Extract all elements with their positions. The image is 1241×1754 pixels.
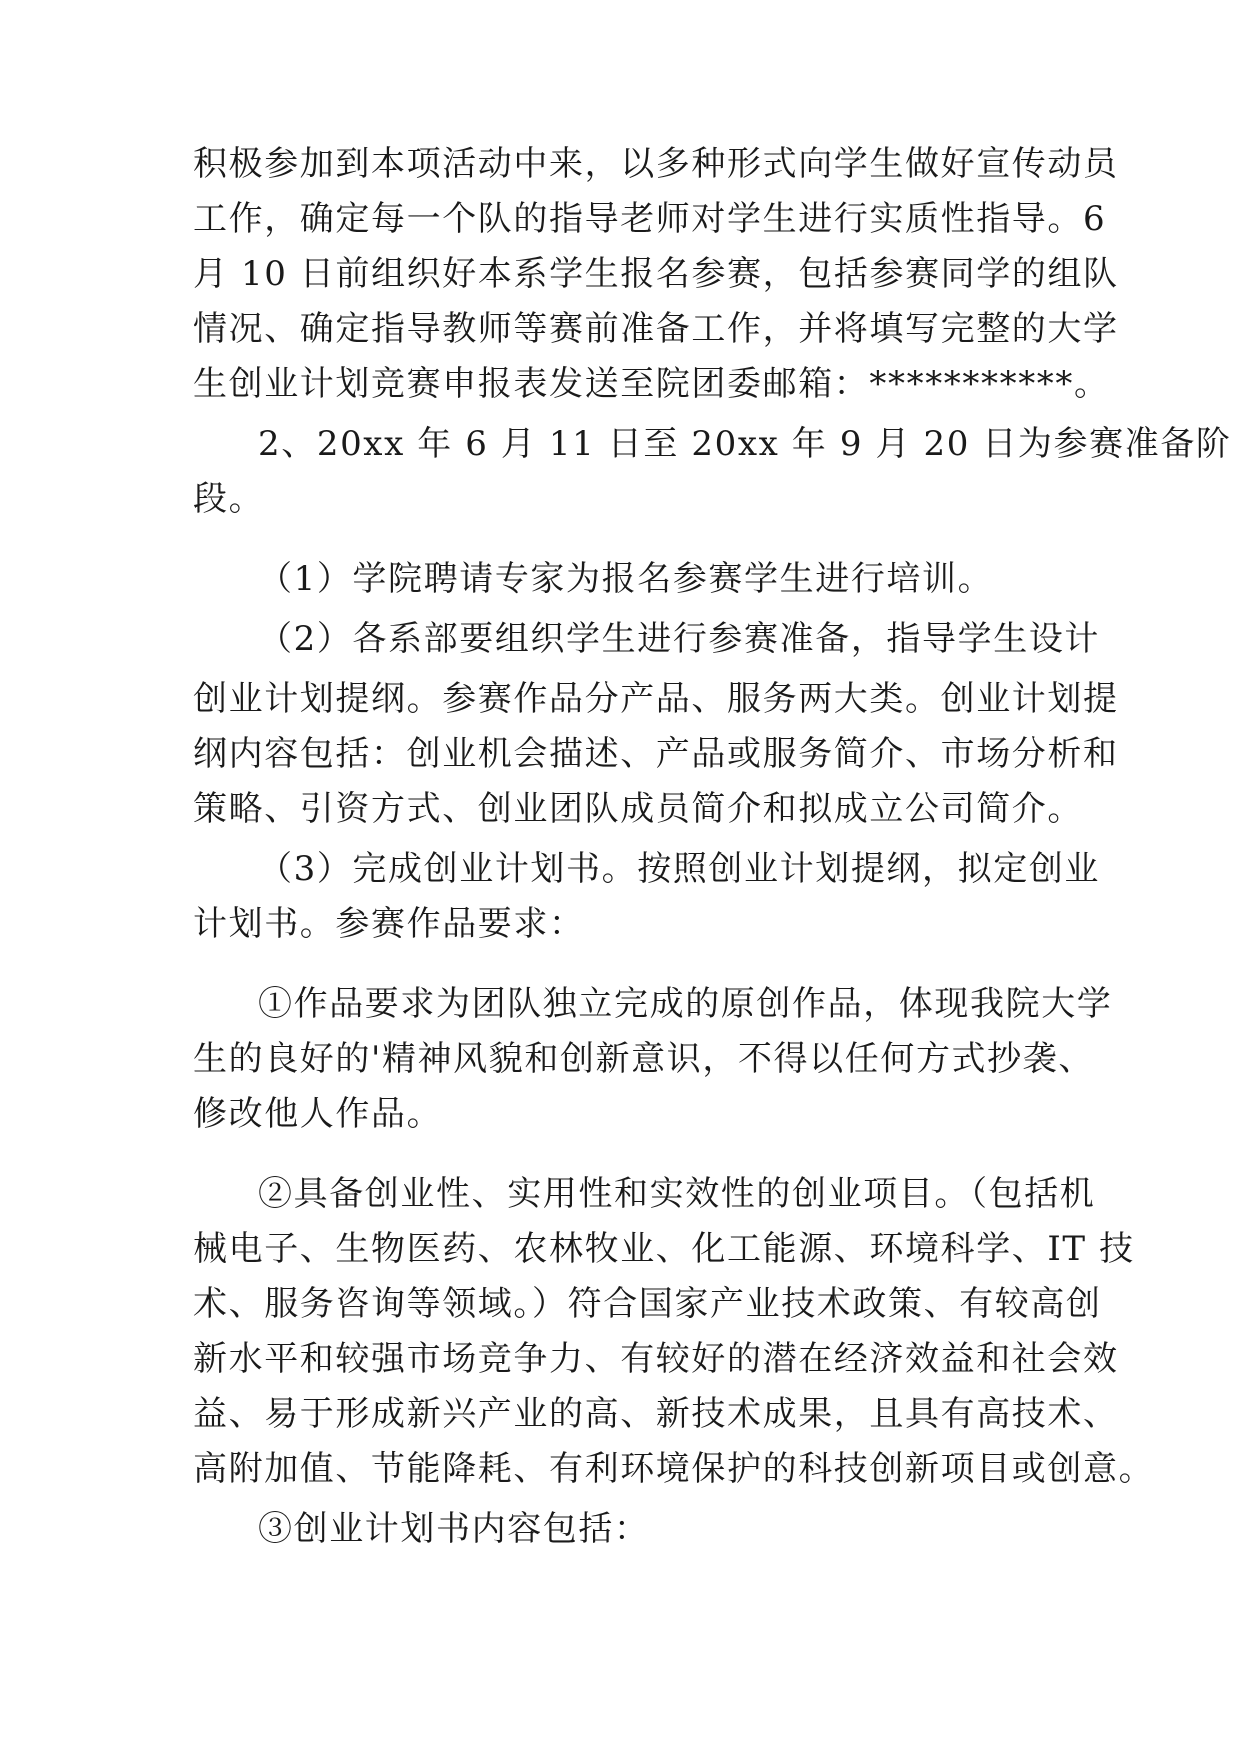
paragraph-line: 新水平和较强市场竞争力、有较好的潜在经济效益和社会效: [193, 1339, 1119, 1379]
paragraph-line: 工作，确定每一个队的指导老师对学生进行实质性指导。6: [193, 199, 1107, 239]
paragraph-line: 月 10 日前组织好本系学生报名参赛，包括参赛同学的组队: [193, 254, 1119, 294]
paragraph-line: 段。: [193, 479, 265, 519]
paragraph-line: 2、20xx 年 6 月 11 日至 20xx 年 9 月 20 日为参赛准备阶: [258, 424, 1232, 464]
paragraph-line: 积极参加到本项活动中来，以多种形式向学生做好宣传动员: [193, 144, 1119, 184]
paragraph-line: （3）完成创业计划书。按照创业计划提纲，拟定创业: [258, 849, 1101, 889]
paragraph-line: 计划书。参赛作品要求：: [193, 904, 585, 944]
paragraph-line: 情况、确定指导教师等赛前准备工作，并将填写完整的大学: [193, 309, 1119, 349]
paragraph-line: ②具备创业性、实用性和实效性的创业项目。（包括机: [258, 1174, 1096, 1214]
paragraph-line: ③创业计划书内容包括：: [258, 1509, 650, 1549]
paragraph-line: 械电子、生物医药、农林牧业、化工能源、环境科学、IT 技: [193, 1229, 1135, 1269]
paragraph-line: （1）学院聘请专家为报名参赛学生进行培训。: [258, 559, 994, 599]
paragraph-line: 修改他人作品。: [193, 1094, 443, 1134]
paragraph-line: 策略、引资方式、创业团队成员简介和拟成立公司简介。: [193, 789, 1083, 829]
paragraph-line: 创业计划提纲。参赛作品分产品、服务两大类。创业计划提: [193, 679, 1119, 719]
paragraph-line: 纲内容包括：创业机会描述、产品或服务简介、市场分析和: [193, 734, 1119, 774]
paragraph-line: 术、服务咨询等领域。）符合国家产业技术政策、有较高创: [193, 1284, 1102, 1324]
paragraph-line: 生创业计划竞赛申报表发送至院团委邮箱：***********。: [193, 364, 1110, 404]
paragraph-line: ①作品要求为团队独立完成的原创作品，体现我院大学: [258, 984, 1113, 1024]
paragraph-line: （2）各系部要组织学生进行参赛准备，指导学生设计: [258, 619, 1101, 659]
paragraph-line: 高附加值、节能降耗、有利环境保护的科技创新项目或创意。: [193, 1449, 1155, 1489]
paragraph-line: 益、易于形成新兴产业的高、新技术成果，且具有高技术、: [193, 1394, 1119, 1434]
paragraph-line: 生的良好的'精神风貌和创新意识，不得以任何方式抄袭、: [193, 1039, 1094, 1079]
